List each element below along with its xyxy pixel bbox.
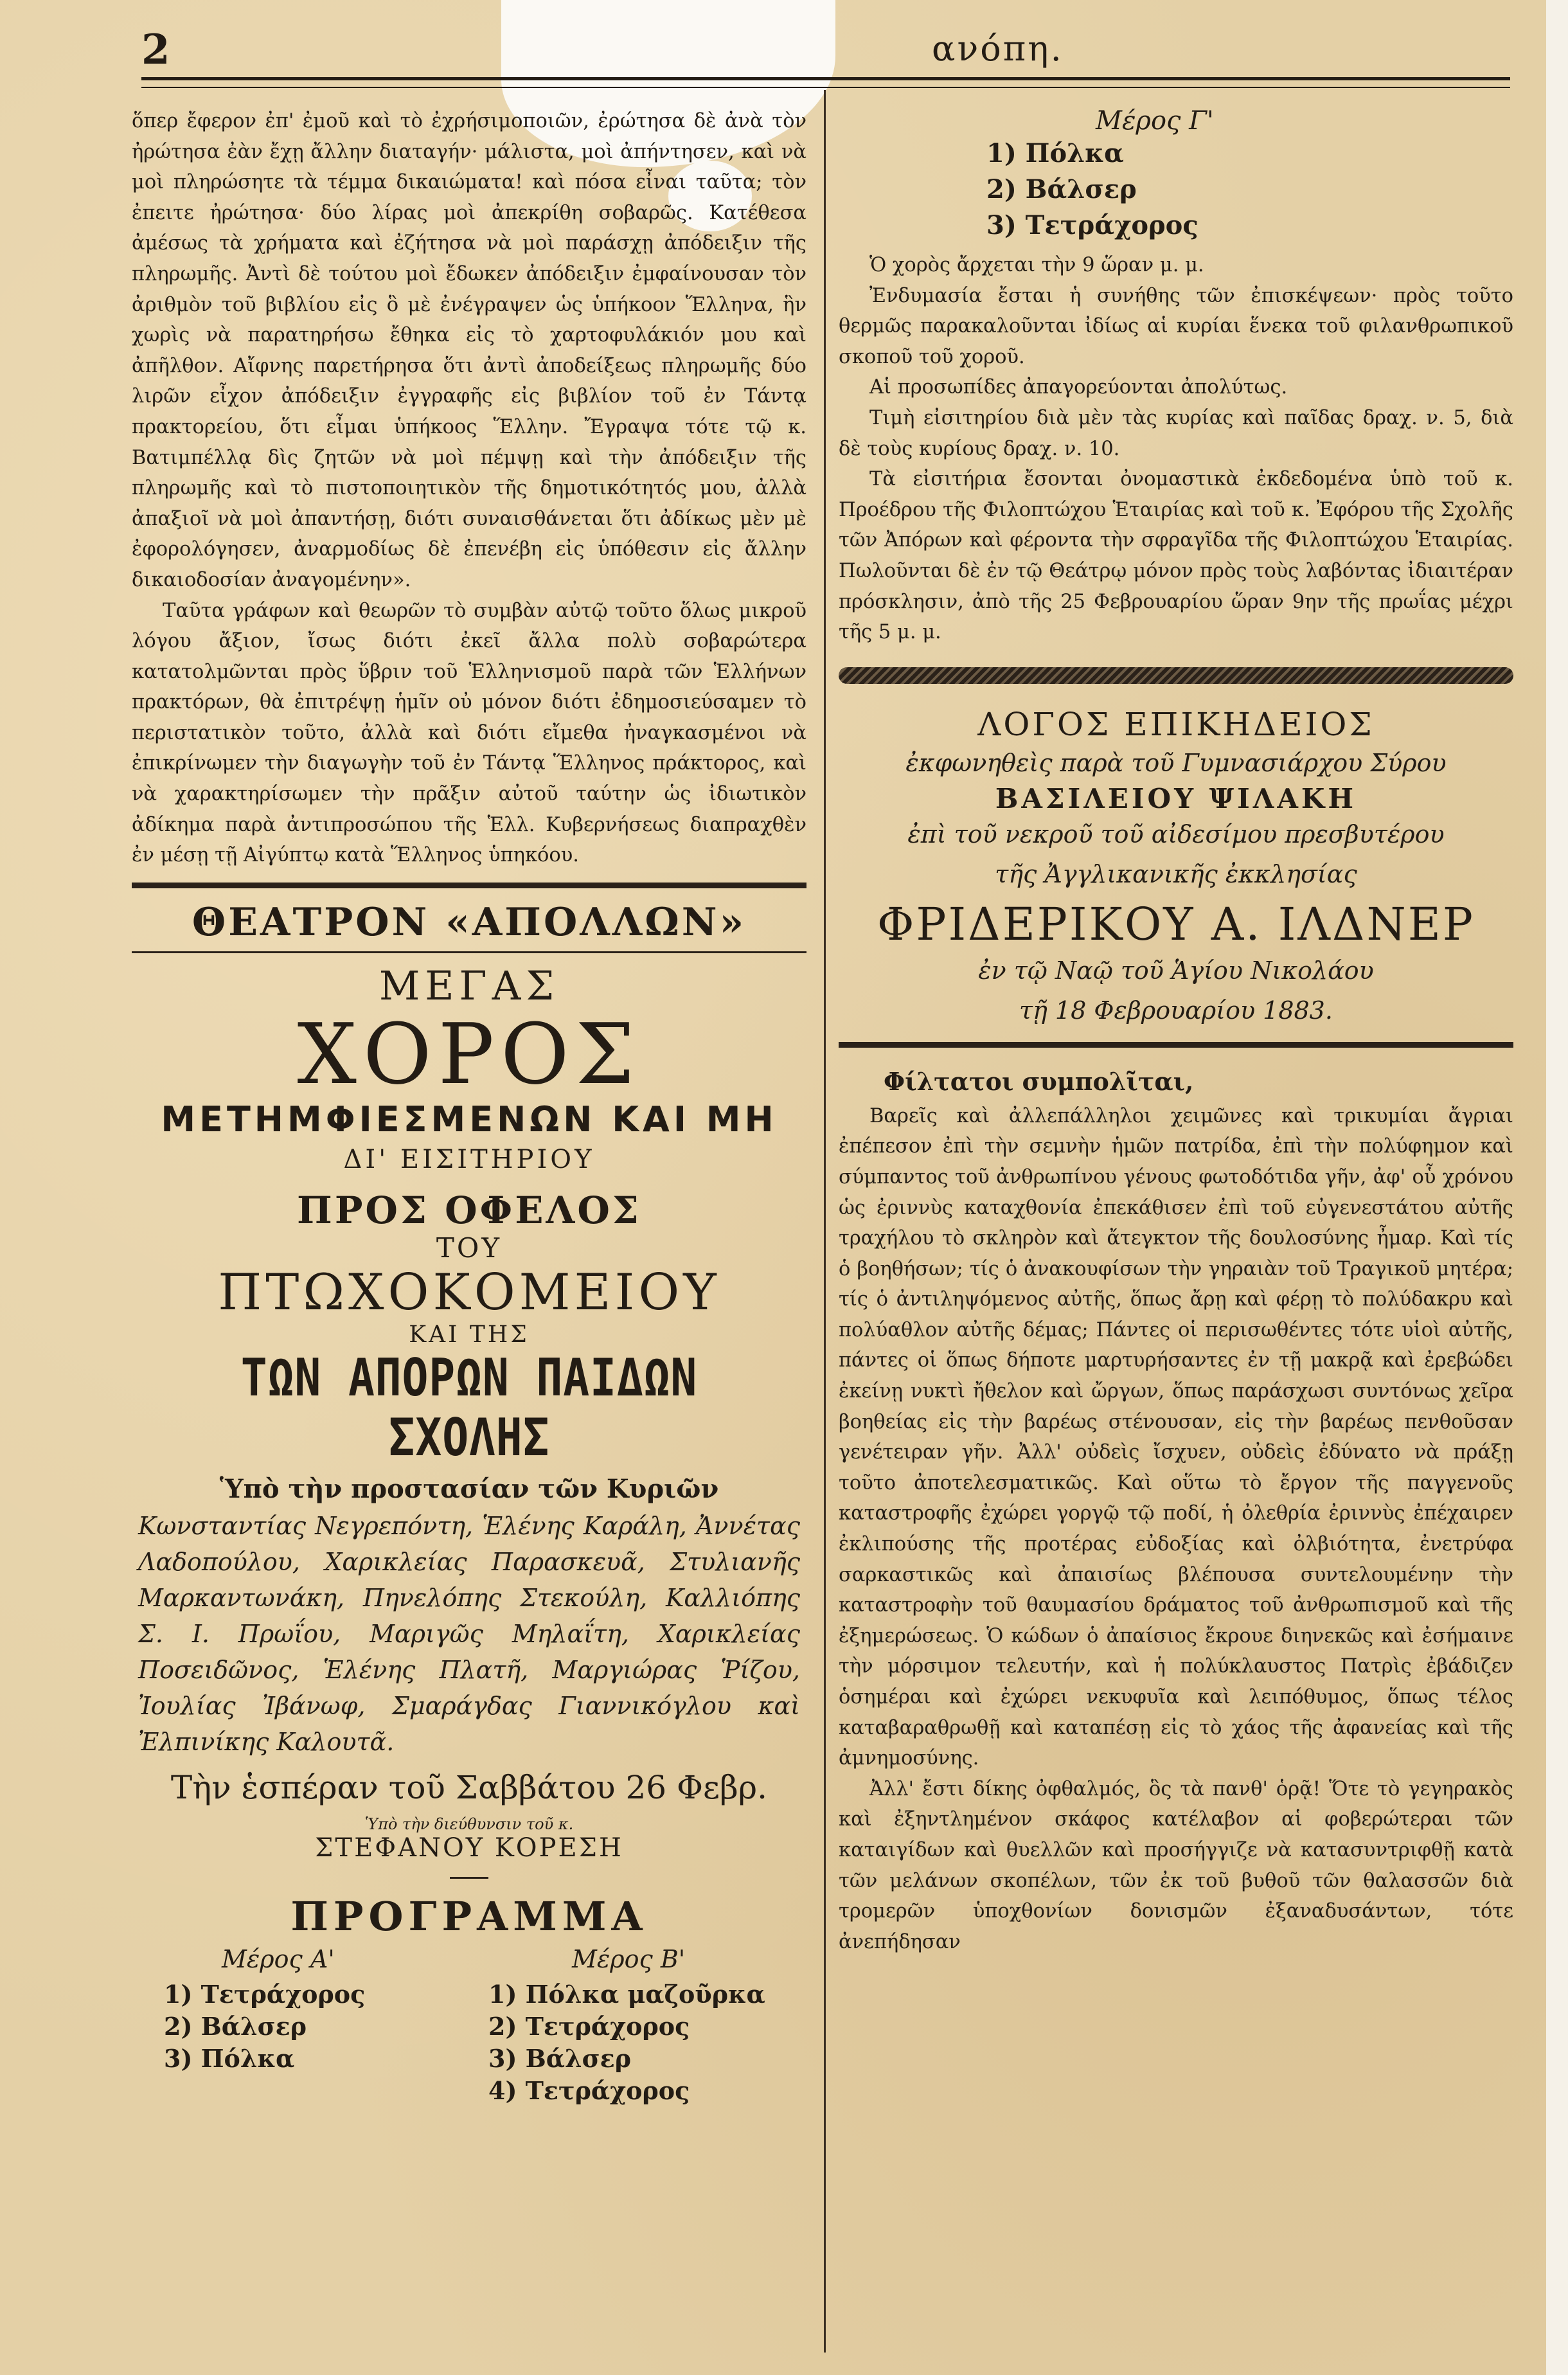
page-edge: [1546, 0, 1568, 2375]
part-heading: Μέρος Β': [572, 1944, 686, 1973]
ad-tou: ΤΟΥ: [436, 1232, 503, 1264]
programme-item: 4) Τετράχορος: [488, 2075, 690, 2105]
section-rule: [132, 951, 806, 953]
column-divider: [824, 90, 826, 2353]
section-rule: [839, 1042, 1513, 1048]
ad-director: ΣΤΕΦΑΝΟΥ ΚΟΡΕΣΗ: [315, 1833, 623, 1863]
ad-horos: ΧΟΡΟΣ: [297, 1005, 641, 1103]
speech-speaker: ΒΑΣΙΛΕΙΟΥ ΨΙΛΑΚΗ: [995, 782, 1357, 814]
ad-date: Τὴν ἑσπέραν τοῦ Σαββάτου 26 Φεβρ.: [170, 1768, 768, 1806]
speech-subtitle: ἐκφωνηθεὶς παρὰ τοῦ Γυμνασιάρχου Σύρου: [905, 748, 1447, 777]
page-number: 2: [141, 26, 170, 74]
speech-greeting: Φίλτατοι συμπολῖται,: [884, 1066, 1194, 1096]
speech-paragraph: Ἀλλ' ἔστι δίκης ὀφθαλμός, ὃς τὰ πανθ' ὁρᾷ! Ὅτε τὸ γεγηρακὸς καὶ ἐξηντλημένον σκάφος κατέλαβον αἱ φοβερώτεραι τῶν καταιγίδων καὶ θυελλῶν καὶ προσήγγιζε νὰ κατασυντριφθῇ κατὰ τῶν μελάνων σκοπέλων, τῶν ἐκ τοῦ βυθοῦ τῶν θαλασσῶν διὰ τρομερῶν ὑποχθονίων δονισμῶν ἐξαναδυσάντων, τότε ἀνεπήδησαν: [839, 1777, 1513, 1953]
programme-title: ΠΡΟΓΡΑΜΜΑ: [290, 1892, 648, 1940]
speech-title: ΛΟΓΟΣ ΕΠΙΚΗΔΕΙΟΣ: [977, 705, 1375, 743]
masthead-title: ανόπη.: [932, 28, 1064, 69]
header-rule: [141, 77, 1510, 88]
ad-kai-tis: ΚΑΙ ΤΗΣ: [409, 1321, 530, 1348]
ad-pros-ofelos: ΠΡΟΣ ΟΦΕΛΟΣ: [297, 1188, 641, 1232]
article-paragraph: ὅπερ ἔφερον ἐπ' ἐμοῦ καὶ τὸ ἐχρήσιμοποιῶν, ἐρώτησα δὲ ἀνὰ τὸν ἠρώτησα ἐὰν ἔχῃ ἄλλην διαταγήν· μάλιστα, μοὶ ἀπήντησεν, καὶ νὰ μοὶ πληρώσητε τὰ τέμμα δικαιώματα! καὶ πόσα εἶναι ταῦτα; τὸν ἐπειτε ἠρώτησα· δύο λίρας μοὶ ἀπεκρίθη σοβαρῶς. Κατέθεσα ἀμέσως τὰ χρήματα καὶ ἐζήτησα νὰ μοὶ παράσχῃ ἀπόδειξιν τῆς πληρωμῆς. Ἀντὶ δὲ τούτου μοὶ ἔδωκεν ἀπόδειξιν ἐμφαίνουσαν τὸν ἀριθμὸν τοῦ βιβλίου εἰς ὃ μὲ ἐνέγραψεν ὡς ὑπήκοον Ἕλληνα, ἣν χωρὶς νὰ παρατηρήσω ἔθηκα εἰς τὸ χαρτοφυλάκιόν μου καὶ ἀπῆλθον. Αἴφνης παρετήρησα ὅτι ἀντὶ ἀποδείξεως πληρωμῆς δύο λιρῶν εἶχον ἀπόδειξιν ἐγγραφῆς εἰς βιβλίον τοῦ ἐν Τάντᾳ πρακτορείου, ὅτι εἶμαι ὑπήκοος Ἕλλην. Ἔγραψα τότε τῷ κ. Βατιμπέλλᾳ δὶς ζητῶν νὰ μοὶ πέμψῃ καὶ τὴν ἀπόδειξιν τῆς πληρωμῆς καὶ τὸ πιστοποιητικὸν τῆς δημοτικότητός μου, ἀλλὰ ἀπαξιοῖ νὰ μοὶ ἀπαντήσῃ, διότι συναισθάνεται ὅτι ἀδίκως μὲν μὲ ἐφορολόγησεν, ἀναρμοδίως δὲ ἐπενέβη εἰς ὑπόθεσιν εἰς ἄλλην δικαιοδοσίαν ἀναγομένην».: [132, 110, 806, 591]
programme-item: 3) Βάλσερ: [488, 2043, 632, 2073]
programme-part-c: [986, 106, 1513, 244]
speech-deceased: ΦΡΙΔΕΡΙΚΟΥ Α. ΙΛΔΝΕΡ: [877, 897, 1475, 951]
programme-item: 2) Τετράχορος: [488, 2011, 690, 2041]
theater-title: ΘΕΑΤΡΟΝ «ΑΠΟΛΛΩΝ»: [192, 899, 747, 945]
ad-patronesses: Κωνσταντίας Νεγρεπόντη, Ἑλένης Καράλη, Ἀννέτας Λαδοπούλου, Χαρικλείας Παρασκευᾶ, Στυλιανῆς Μαρκαντωνάκη, Πηνελόπης Στεκούλη, Καλλιόπης Σ. Ι. Πρωΐου, Μαριγῶς Μηλαΐτη, Χαρικλείας Ποσειδῶνος, Ἑλένης Πλατῆ, Μαργιώρας Ῥίζου, Ἰουλίας Ἰβάνωφ, Σμαράγδας Γιαννικόγλου καὶ Ἐλπινίκης Καλουτᾶ.: [138, 1511, 800, 1756]
page-header: [141, 26, 1510, 77]
ball-advertisement: [132, 962, 806, 1940]
ad-patronage-heading: Ὑπὸ τὴν προστασίαν τῶν Κυριῶν: [219, 1473, 719, 1504]
notice-paragraph: Αἱ προσωπίδες ἀπαγορεύονται ἀπολύτως.: [869, 376, 1288, 399]
ad-megas: ΜΕΓΑΣ: [379, 962, 560, 1009]
ball-notice: [839, 250, 1513, 648]
programme-item: 2) Βάλσερ: [986, 174, 1137, 204]
programme-item: 3) Τετράχορος: [986, 210, 1198, 240]
ad-dia-eisitiriou: ΔΙ' ΕΙΣΙΤΗΡΙΟΥ: [343, 1144, 595, 1174]
programme-item: 1) Τετράχορος: [164, 1979, 366, 2009]
part-heading: Μέρος Γ': [1096, 106, 1214, 136]
programme-item: 1) Πόλκα μαζοῦρκα: [488, 1979, 765, 2009]
programme-item: 2) Βάλσερ: [164, 2011, 307, 2041]
left-column: [132, 106, 806, 2112]
decorative-rule: [839, 667, 1513, 684]
speech-subtitle: τῆς Ἀγγλικανικῆς ἐκκλησίας: [995, 859, 1357, 888]
funeral-speech-heading: [839, 706, 1513, 1030]
programme-part-a: [164, 1945, 365, 2075]
notice-paragraph: Ἐνδυμασία ἔσται ἡ συνήθης τῶν ἐπισκέψεων· πρὸς τοῦτο θερμῶς παρακαλοῦνται ἰδίως αἱ κυρίαι ἕνεκα τοῦ φιλανθρωπικοῦ σκοποῦ τοῦ χοροῦ.: [839, 284, 1513, 368]
programme-item: 3) Πόλκα: [164, 2043, 295, 2073]
notice-paragraph: Ὁ χορὸς ἄρχεται τὴν 9 ὥραν μ. μ.: [869, 254, 1204, 276]
speech-subtitle: ἐπὶ τοῦ νεκροῦ τοῦ αἰδεσίμου πρεσβυτέρου: [907, 820, 1445, 848]
ad-divider: [450, 1877, 488, 1879]
programme-part-b: [488, 1945, 765, 2107]
article-paragraph: Ταῦτα γράφων καὶ θεωρῶν τὸ συμβὰν αὐτῷ τοῦτο ὅλως μικροῦ λόγου ἄξιον, ἴσως διότι ἐκεῖ ἄλλα πολὺ σοβαρώτερα κατατολμῶνται πρὸς ὕβριν τοῦ Ἑλληνισμοῦ παρὰ τῶν Ἑλλήνων πρακτόρων, θὰ ἐπιτρέψῃ ἡμῖν οὐ μόνον διότι ἐδημοσιεύσαμεν τὸ περιστατικὸν τοῦτο, ἀλλὰ καὶ διότι εἴμεθα ἠναγκασμένοι νὰ ἐπικρίνωμεν τὴν διαγωγὴν τοῦ ἐν Τάντᾳ Ἕλληνος πράκτορος, καὶ νὰ χαρακτηρίσωμεν τὴν πρᾶξιν αὐτοῦ ταύτην ὡς ἰδιωτικὸν ἀδίκημα παρὰ ἀντιπροσώπου τῆς Ἑλλ. Κυβερνήσεως διαπραχθὲν ἐν μέσῃ τῇ Αἰγύπτῳ κατὰ Ἕλληνος ὑπηκόου.: [132, 599, 806, 867]
section-rule: [132, 883, 806, 888]
speech-paragraph: Βαρεῖς καὶ ἀλλεπάλληλοι χειμῶνες καὶ τρικυμίαι ἄγριαι ἐπέπεσον ἐπὶ τὴν σεμνὴν ἡμῶν πατρίδα, ἐπὶ τὴν πολύφημον καὶ σύμπαντος τοῦ ἀνθρωπίνου γένους φωτοδότιδα γῆν, ἀφ' οὗ χρόνου ὡς ἐριννὺς καταχθονία ἐπεκάθισεν ἐπὶ τοῦ εὐγενεστάτου αὐτῆς τραχήλου τὸ σκληρὸν καὶ ἄτεγκτον τῆς δουλοσύνης ἦμαρ. Καὶ τίς ὁ βοηθήσων; τίς ὁ ἀνακουφίσων τὴν γηραιὰν τοῦ Τραγικοῦ μητέρα; τίς ὁ ἀντιληψόμενος αὐτῆς, ὅπως ἄρῃ καὶ φέρῃ τὸ πολύδακρυ καὶ πολύαθλον αὐτῆς δέμας; Πάντες οἱ περισωθέντες τότε υἱοὶ αὐτῆς, πάντες οἱ ὅπως δήποτε μαρτυρήσαντες ἐν τῇ μακρᾷ καὶ ἐρεβώδει ἐκείνῃ νυκτὶ ἤθελον καὶ ὤργων, ὅπως παράσχωσι συντόνως χεῖρα βοηθείας εἰς τὴν βαρέως στένουσαν, εἰς τὴν βαρέως πενθοῦσαν γενέτειραν γῆν. Ἀλλ' οὐδεὶς ἴσχυεν, οὐδεὶς ἐδύνατο νὰ πράξῃ τοῦτο ἀποτελεσματικῶς. Καὶ οὕτω τὸ ἔργον τῆς παγγενοῦς καταστροφῆς ἐχώρει γοργῷ τῷ ποδί, ἡ ὀλεθρία ἐριννὺς ἐπέχαιρεν ἐκλιπούσης τῆς προτέρας εὐδοξίας καὶ ὀλβιότητα, ἐνετρύφα σαρκαστικῶς καὶ ἀπαισίως βλέπουσα συντελουμένην τὴν καταστροφὴν τοῦ θαυμασίου δράματος τοῦ ἀνθρωπισμοῦ καὶ τῆς ἐξημερώσεως. Ὁ κώδων ὁ ἀπαίσιος ἔκρουε διηνεκῶς καὶ ἐσήμαινε τὴν μόρσιμον τελευτήν, καὶ ἡ πολύκλαυστος Πατρὶς ἐβάδιζεν ὁσημέραι καὶ ἐχώρει νεκυφυῖα καὶ λειπόθυμος, ὅπως τέλος καταβαραθρωθῇ καὶ καταπέσῃ εἰς τὸ χάος τῆς ἀφανείας καὶ τῆς ἀμνημοσύνης.: [839, 1104, 1513, 1770]
notice-paragraph: Τιμὴ εἰσιτηρίου διὰ μὲν τὰς κυρίας καὶ παῖδας δραχ. ν. 5, διὰ δὲ τοὺς κυρίους δραχ. ν. 10.: [839, 406, 1513, 460]
speech-date: τῇ 18 Φεβρουαρίου 1883.: [1019, 996, 1333, 1025]
notice-paragraph: Τὰ εἰσιτήρια ἔσονται ὀνομαστικὰ ἐκδεδομένα ὑπὸ τοῦ κ. Προέδρου τῆς Φιλοπτώχου Ἑταιρίας καὶ τοῦ κ. Ἐφόρου τῆς Σχολῆς τῶν Ἀπόρων καὶ φέροντα τὴν σφραγῖδα τῆς Φιλοπτώχου Ἑταιρίας. Πωλοῦνται δὲ ἐν τῷ Θεάτρῳ μόνον πρὸς τοὺς λαβόντας ἰδιαιτέραν πρόσκλησιν, ἀπὸ τῆς 25 Φεβρουαρίου ὥραν 9ην τῆς πρωΐας μέχρι τῆς 5 μ. μ.: [839, 468, 1513, 644]
speech-subtitle: ἐν τῷ Ναῷ τοῦ Ἁγίου Νικολάου: [978, 956, 1374, 985]
programme-item: 1) Πόλκα: [986, 138, 1124, 168]
part-heading: Μέρος Α': [222, 1944, 335, 1973]
ad-aporon-school: ΤΩΝ ΑΠΟΡΩΝ ΠΑΙΔΩΝ ΣΧΟΛΗΣ: [240, 1347, 698, 1467]
ad-metamfiesmenon: ΜΕΤΗΜΦΙΕΣΜΕΝΩΝ ΚΑΙ ΜΗ: [161, 1098, 778, 1140]
programme-columns: [132, 1945, 806, 2112]
ad-ptochokomeiou: ΠΤΩΧΟΚΟΜΕΙΟΥ: [218, 1263, 720, 1322]
right-column: [839, 106, 1513, 1957]
ad-direction: Ὑπὸ τὴν διεύθυνσιν τοῦ κ.: [364, 1815, 574, 1833]
